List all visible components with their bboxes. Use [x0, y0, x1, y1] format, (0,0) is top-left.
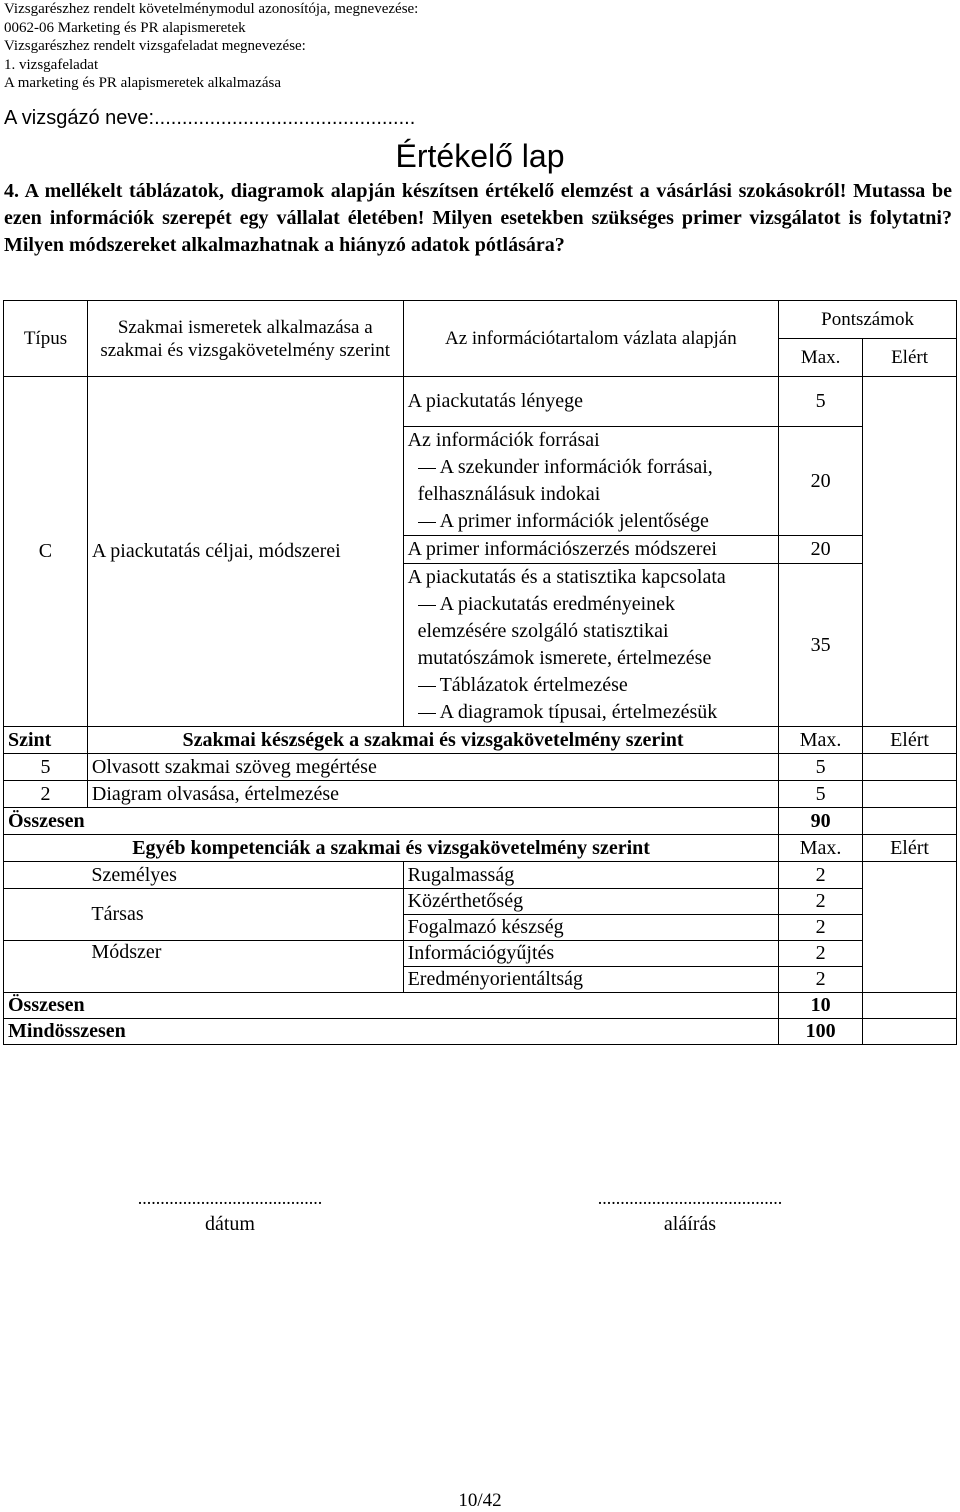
skills-got-header: Elért — [863, 727, 957, 754]
skills-max-header: Max. — [779, 727, 863, 754]
max-points: 5 — [779, 754, 863, 781]
header-line: 1. vizsgafeladat — [4, 56, 99, 73]
competency-item: Rugalmasság — [403, 862, 779, 889]
header-line: A marketing és PR alapismeretek alkalmazása — [4, 75, 281, 91]
achieved-points-cell — [863, 377, 957, 727]
outline-item: A primer információszerzés módszerei — [403, 536, 779, 564]
achieved-points-cell — [863, 808, 957, 835]
skill-level: 2 — [4, 781, 88, 808]
page-title: Értékelő lap — [395, 138, 565, 174]
outline-bullet: A primer információk jelentősége — [439, 510, 709, 532]
header-line: Vizsgarészhez rendelt követelménymodul azonosítója, megnevezése: — [4, 1, 419, 17]
grand-total-value: 100 — [779, 1019, 863, 1045]
date-signature-block — [90, 1188, 370, 1236]
max-points: 2 — [779, 862, 863, 889]
outline-item: A piackutatás lényege — [403, 377, 779, 427]
achieved-points-cell — [863, 1019, 957, 1045]
skills-header: Szakmai készségek a szakmai és vizsgakövetelmény szerint — [87, 727, 778, 754]
competencies-got-header: Elért — [863, 835, 957, 862]
outline-bullet-cont: elemzésére szolgáló statisztikai mutatószámok ismerete, értelmezése — [417, 620, 712, 669]
dash-bullet — [418, 713, 436, 714]
signature-dotted-line: ......................................... — [597, 1188, 783, 1208]
dash-bullet — [418, 468, 436, 469]
spacer-cell — [4, 889, 88, 941]
subtotal-label: Összesen — [4, 808, 779, 835]
col-header-knowledge: Szakmai ismeretek alkalmazása a szakmai és vizsgakövetelmény szerint — [87, 301, 403, 377]
competencies-header: Egyéb kompetenciák a szakmai és vizsgakövetelmény szerint — [4, 835, 779, 862]
achieved-points-cell — [863, 993, 957, 1019]
col-header-outline: Az információtartalom vázlata alapján — [403, 301, 779, 377]
col-header-type: Típus — [4, 301, 88, 377]
header-line: 0062-06 Marketing és PR alapismeretek — [4, 19, 246, 36]
document-header — [4, 0, 418, 93]
outline-bullet: A szekunder információk forrásai, — [439, 456, 713, 478]
max-points: 20 — [779, 536, 863, 564]
dash-bullet — [418, 522, 436, 523]
max-points: 2 — [779, 915, 863, 941]
col-header-got: Elért — [863, 339, 957, 377]
max-points: 2 — [779, 889, 863, 915]
outline-item-title: Az információk forrásai — [407, 429, 600, 451]
achieved-points-cell — [863, 862, 957, 993]
max-points: 5 — [779, 377, 863, 427]
outline-item — [403, 427, 779, 536]
competency-category: Személyes — [87, 862, 403, 889]
skill-name: Olvasott szakmai szöveg megértése — [87, 754, 778, 781]
dash-bullet — [418, 605, 436, 606]
competencies-max-header: Max. — [779, 835, 863, 862]
knowledge-topic: A piackutatás céljai, módszerei — [87, 377, 403, 727]
knowledge-type: C — [4, 377, 88, 727]
max-points: 2 — [779, 967, 863, 993]
signature-label: aláírás — [663, 1213, 717, 1235]
evaluation-table — [3, 300, 957, 1045]
achieved-points-cell — [863, 781, 957, 808]
subtotal-value: 90 — [779, 808, 863, 835]
competency-item: Információgyűjtés — [403, 941, 779, 967]
grand-total-label: Mindösszesen — [4, 1019, 779, 1045]
dash-bullet — [418, 686, 436, 687]
subtotal-label: Összesen — [4, 993, 779, 1019]
candidate-name-field: A vizsgázó neve:............................................... — [4, 107, 416, 129]
date-dotted-line: ......................................... — [137, 1188, 323, 1208]
col-header-max: Max. — [779, 339, 863, 377]
competency-category: Társas — [87, 889, 403, 941]
signature-block — [550, 1188, 830, 1236]
outline-bullet: A diagramok típusai, értelmezésük — [439, 701, 718, 723]
max-points: 35 — [779, 564, 863, 727]
skill-level: 5 — [4, 754, 88, 781]
skill-name: Diagram olvasása, értelmezése — [87, 781, 778, 808]
outline-bullet-cont: felhasználásuk indokai — [417, 483, 601, 505]
achieved-points-cell — [863, 754, 957, 781]
spacer-cell — [4, 941, 88, 993]
competency-item: Közérthetőség — [403, 889, 779, 915]
header-line: Vizsgarészhez rendelt vizsgafeladat megnevezése: — [4, 38, 306, 54]
subtotal-value: 10 — [779, 993, 863, 1019]
col-header-points: Pontszámok — [779, 301, 957, 339]
max-points: 20 — [779, 427, 863, 536]
outline-bullet: A piackutatás eredményeinek — [439, 593, 676, 615]
outline-item — [403, 564, 779, 727]
competency-category: Módszer — [87, 941, 403, 993]
task-description: 4. A mellékelt táblázatok, diagramok alapján készítsen értékelő elemzést a vásárlási szokásokról! Mutassa be ezen információk szerepét egy vállalat életében! Milyen esetekben szükséges primer vizsgálatot is folytatni? Milyen módszereket alkalmazhatnak a hiányzó adatok pótlására? — [4, 180, 952, 256]
competency-item: Fogalmazó készség — [403, 915, 779, 941]
spacer-cell — [4, 862, 88, 889]
outline-bullet: Táblázatok értelmezése — [439, 674, 628, 696]
competency-item: Eredményorientáltság — [403, 967, 779, 993]
outline-item-title: A piackutatás és a statisztika kapcsolata — [407, 566, 726, 588]
skills-level-header: Szint — [4, 727, 88, 754]
max-points: 2 — [779, 941, 863, 967]
max-points: 5 — [779, 781, 863, 808]
date-label: dátum — [205, 1213, 255, 1235]
page-number: 10/42 — [458, 1490, 502, 1511]
